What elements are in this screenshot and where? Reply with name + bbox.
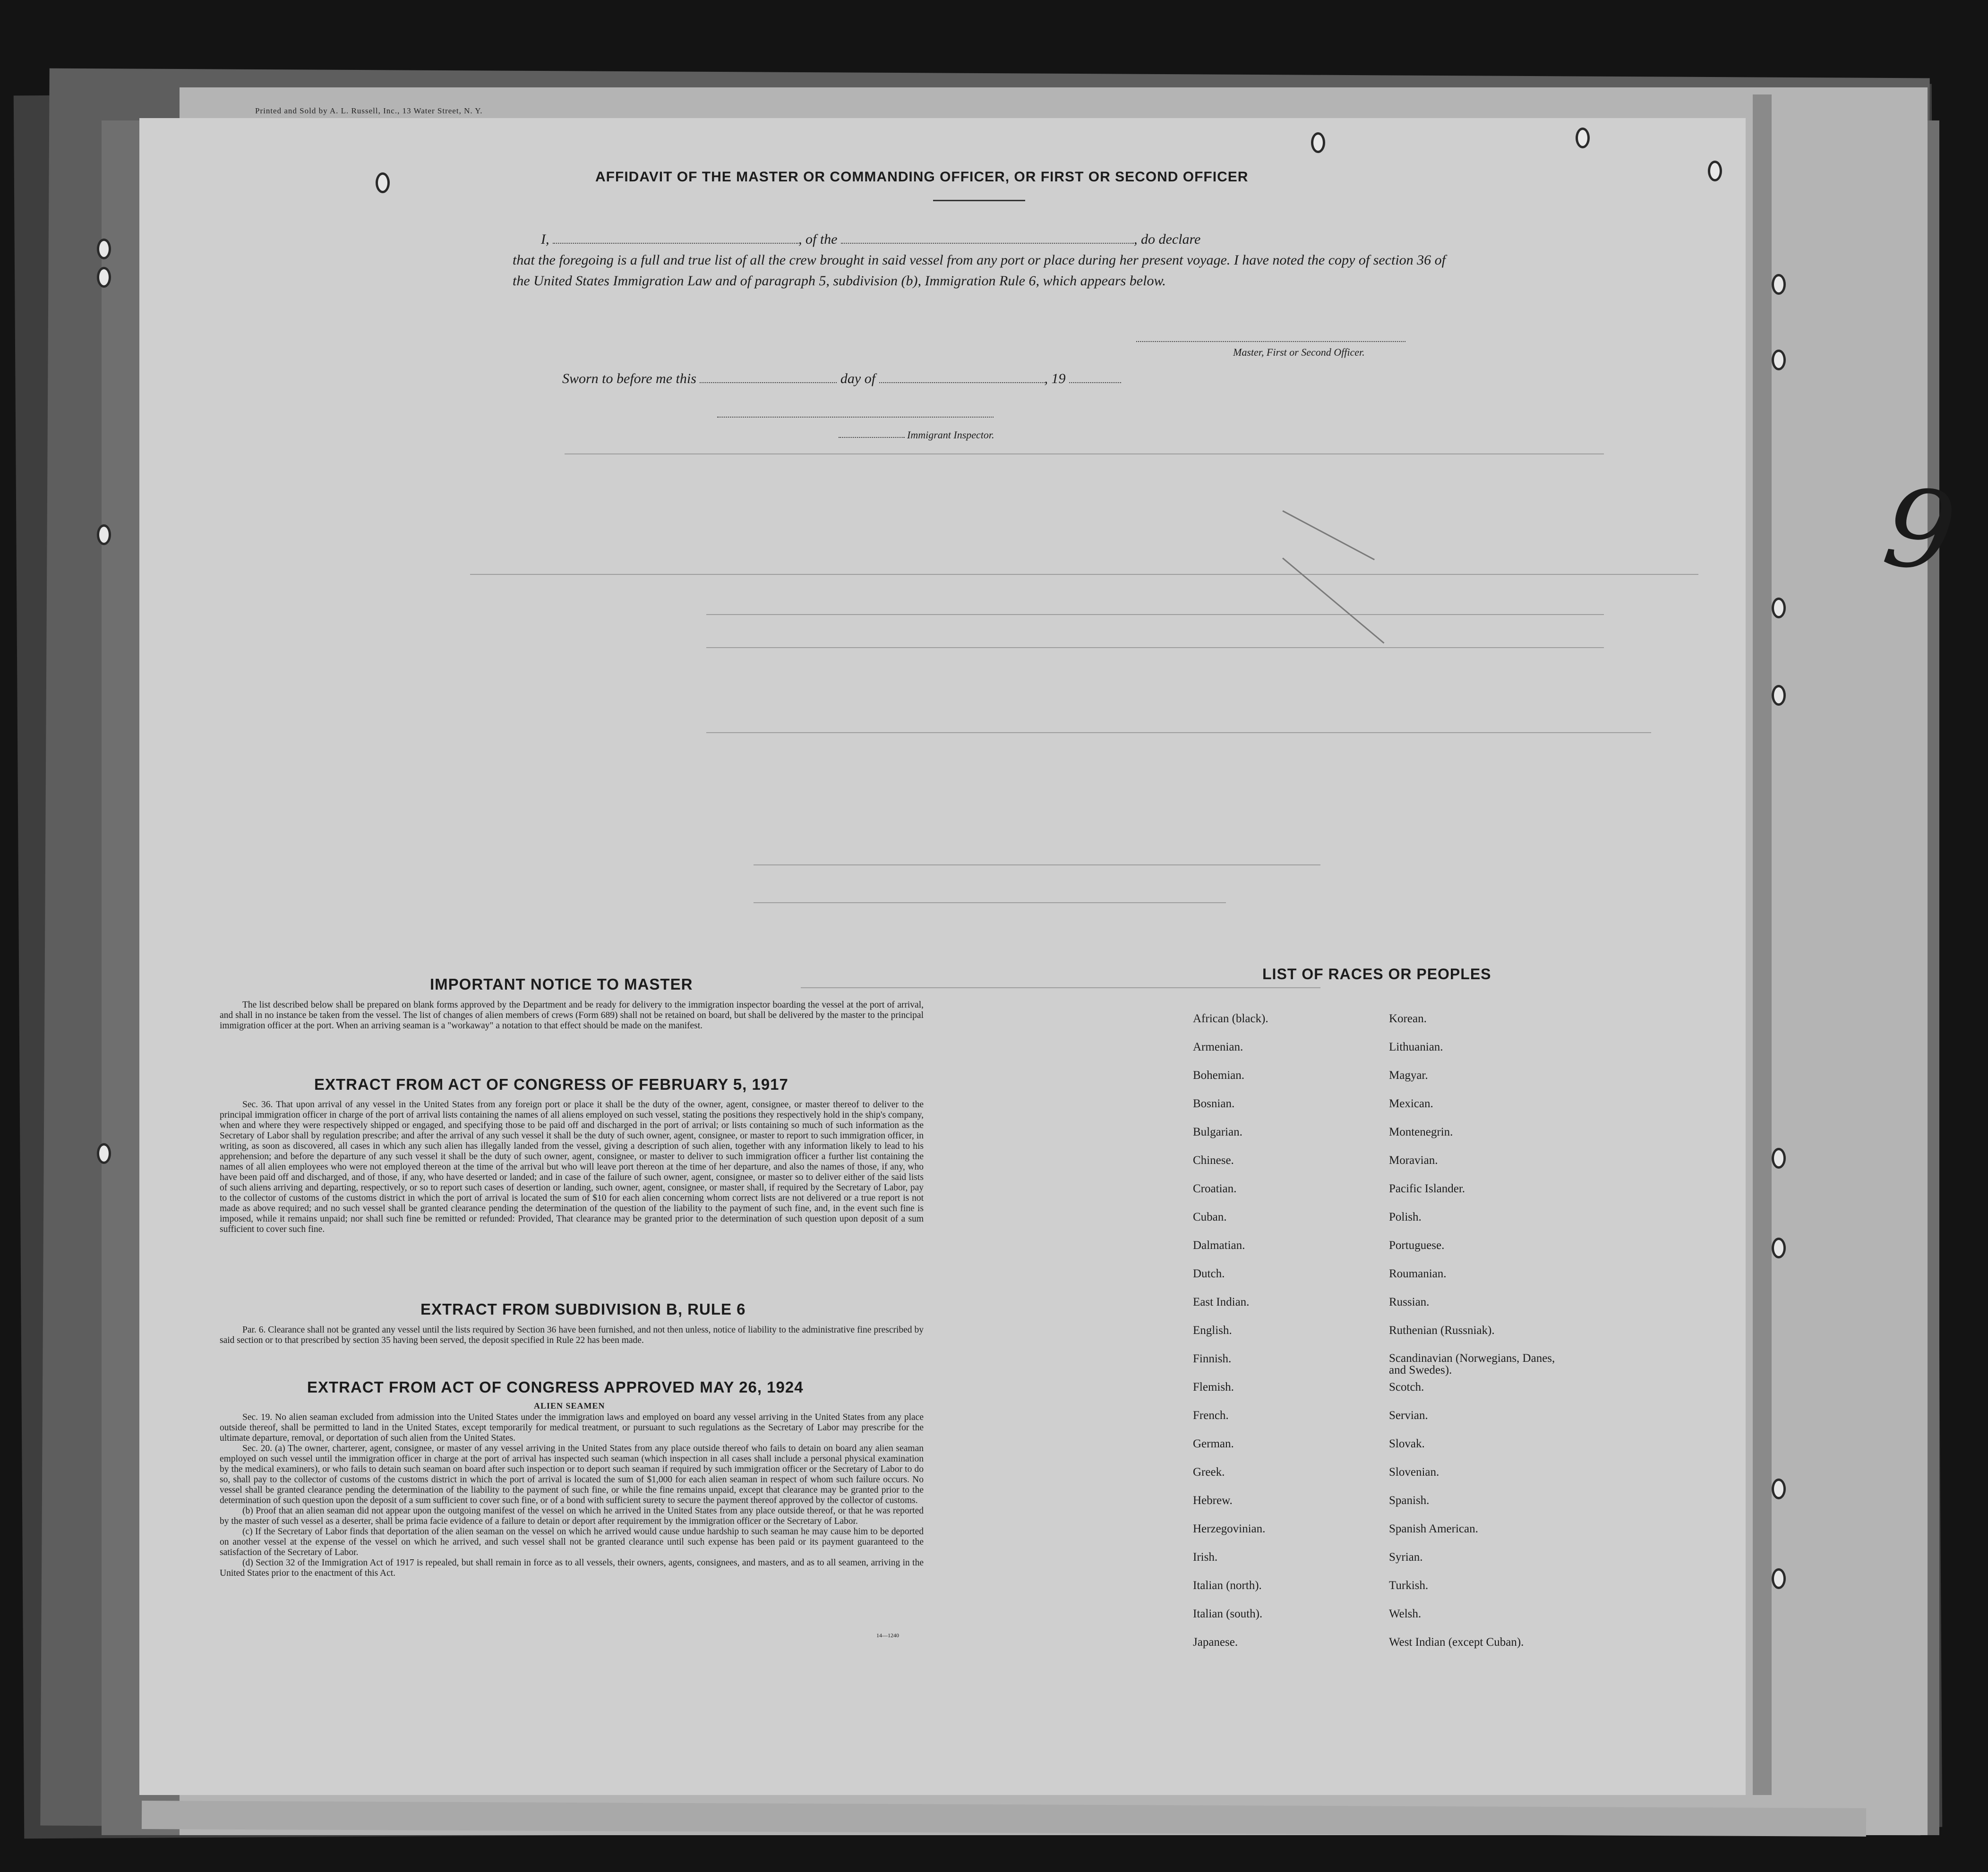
binder-hole-icon [1772, 1148, 1786, 1169]
extract-rule6-title: EXTRACT FROM SUBDIVISION B, RULE 6 [420, 1300, 746, 1318]
bleed-through-line [470, 574, 1698, 575]
race-item: Magyar. [1389, 1069, 1428, 1082]
race-item: Flemish. [1193, 1381, 1234, 1393]
sworn-line [562, 371, 1121, 387]
race-item: Italian (north). [1193, 1579, 1262, 1592]
race-item: West Indian (except Cuban). [1389, 1636, 1524, 1649]
title-rule [933, 200, 1025, 201]
of-the-label: , of the [798, 231, 838, 247]
sworn-label: Sworn to before me this [562, 371, 696, 386]
extract-1917-text: Sec. 36. That upon arrival of any vessel in the United States from any foreign port or place it shall be the duty of the owner, agent, consignee, or master thereof to deliver to the principal immigration officer in charge of the port of arrival lists containing the names of all aliens employed on such vessel, stating the positions they respectively hold in the ship's company, when and where they were respectively shipped or engaged, and specifying those to be paid off and discharged in the port of arrival; or lists containing so much of such information as the Secretary of Labor shall by regulation prescribe; and after the arrival of any such vessel it shall be the duty of such owner, agent, consignee, or master to report to such immigration officer, in writing, as soon as discovered, all cases in which any such alien has illegally landed from the vessel, giving a description of such alien, together with any information likely to lead to his apprehension; and before the departure of any such vessel it shall be the duty of such owner, agent, consignee, or master to deliver to such immigration officer a further list containing the names of all alien employees who were not employed thereon at the time of the arrival but who will leave port thereon at the time of her departure, and also the names of those, if any, who have been paid off and discharged, and of those, if any, who have deserted or landed; and in case of the failure of such owner, agent, consignee, or master so to deliver either of the said lists of such aliens arriving and departing, respectively, or so to report such cases of desertion or landing, such owner, agent, consignee, or master shall, if required by the Secretary of Labor, pay to the collector of customs of the customs district in which the port of arrival is located the sum of $10 for each alien concerning whom correct lists are not delivered or a true report is not made as above required; and no such vessel shall be granted clearance pending the determination of the question of the liability to the payment of such fine, and, in the event such fine is imposed, while it remains unpaid; nor shall such fine be remitted or refunded: Provided, That clearance may be granted prior to the determination of such question upon deposit of a sum sufficient to cover such fine. [220, 1100, 924, 1234]
race-item: Spanish. [1389, 1494, 1430, 1507]
affidavit-text: that the foregoing is a full and true list of all the crew brought in said vessel from any port or place during her present voyage. I have noted the copy of section 36 of the United States Immigration Law and of paragraph 5, subdivision (b), Immigration Rule 6, which appears below. [513, 252, 1446, 289]
binder-hole-icon [97, 1143, 111, 1164]
bleed-through-line [706, 732, 1651, 733]
name-field[interactable] [553, 233, 798, 244]
bleed-through-line [565, 453, 1604, 454]
race-item: Ruthenian (Russniak). [1389, 1324, 1495, 1337]
bleed-through-line [754, 864, 1320, 865]
race-item: Dalmatian. [1193, 1239, 1245, 1252]
binder-hole-icon [97, 267, 111, 288]
race-item: Spanish American. [1389, 1522, 1478, 1535]
race-item: Syrian. [1389, 1551, 1423, 1564]
sheet-edge-shadow [1753, 94, 1772, 1795]
extract-1924-text: Sec. 19. No alien seaman excluded from admission into the United States under the immigration laws and employed on board any vessel arriving in the United States from any place outside thereof, shall be permitted to land in the United States, except temporarily for medical treatment, or pursuant to such regulations as the Secretary of Labor may prescribe for the ultimate departure, removal, or deportation of such alien from the United States. Sec. 20. (a) The owner, charterer, agent, consignee, or master of any vessel arriving in the United States from any place outside thereof who fails to detain on board any alien seaman employed on such vessel until the immigration officer in charge at the port of arrival has inspected such seaman (which inspection in all cases shall include a personal physical examination by the medical examiners), or who fails to detain such seaman on board after such inspection or to deport such seaman if required by such immigration officer or the Secretary of Labor to do so, shall pay to the collector of customs of the customs district in which the port of arrival is located the sum of $1,000 for each alien seaman in respect of whom such failure occurs. No vessel shall be granted clearance pending the determination of the liability to the payment of such fine, or while the fine remains unpaid, except that clearance may be granted prior to the determination of such question upon the deposit of a sum sufficient to cover such fine, or of a bond with sufficient surety to secure the payment thereof approved by the collector of customs. (b) Proof that an alien seaman did not appear upon the outgoing manifest of the vessel on which he arrived in the United States from any place outside thereof, or that he was reported by the master of such vessel as a deserter, shall be prima facie evidence of a failure to detain or deport after requirement by the immigration officer or the Secretary of Labor. (c) If the Secretary of Labor finds that deportation of the alien seaman on the vessel on which he arrived would cause undue hardship to such seaman he may cause him to be deported on another vessel at the expense of the vessel on which he arrived, and such vessel shall not be granted clearance until such expense has been paid or its payment guaranteed to the satisfaction of the Secretary of Labor. (d) Section 32 of the Immigration Act of 1917 is repealed, but shall remain in force as to all vessels, their owners, agents, consignees, and masters, and as to all seamen, arriving in the United States prior to the enactment of this Act. [220, 1412, 924, 1578]
inspector-signature-field[interactable] [717, 417, 994, 418]
binder-hole-icon [97, 524, 111, 545]
master-signature-label: Master, First or Second Officer. [1233, 346, 1365, 358]
notice-text: The list described below shall be prepared on blank forms approved by the Department and be ready for delivery to the immigration inspector boarding the vessel at the port of arrival, and shall in no instance be taken from the vessel. The list of changes of alien members of crews (Form 689) shall not be retained on board, but shall be delivered by the master to the principal immigration officer at the port. When an arriving seaman is a "workaway" a notation to that effect should be made on the manifest. [220, 1000, 924, 1031]
inspector-signature-dots [839, 437, 905, 438]
race-item: Herzegovinian. [1193, 1522, 1266, 1535]
binder-hole-icon [1772, 685, 1786, 706]
race-item: German. [1193, 1437, 1234, 1450]
race-item: East Indian. [1193, 1296, 1250, 1308]
race-item: Moravian. [1389, 1154, 1438, 1167]
affidavit-title: AFFIDAVIT OF THE MASTER OR COMMANDING OFFICER, OR FIRST OR SECOND OFFICER [595, 169, 1249, 185]
printer-imprint: Printed and Sold by A. L. Russell, Inc., 13 Water Street, N. Y. [255, 106, 483, 115]
race-item: Montenegrin. [1389, 1126, 1453, 1138]
extract-1924-title: EXTRACT FROM ACT OF CONGRESS APPROVED MAY 26, 1924 [307, 1378, 804, 1396]
race-item: French. [1193, 1409, 1229, 1422]
affidavit-body [513, 229, 1457, 291]
pencil-mark [1282, 557, 1384, 643]
bleed-through-line [706, 614, 1604, 615]
race-item: Greek. [1193, 1466, 1225, 1479]
races-right-column [1389, 1012, 1559, 1664]
race-item: Portuguese. [1389, 1239, 1445, 1252]
binder-hole-icon [1311, 132, 1325, 153]
race-item: Armenian. [1193, 1041, 1243, 1053]
binder-hole-icon [1772, 598, 1786, 618]
binder-hole-icon [1708, 161, 1722, 181]
race-item: Hebrew. [1193, 1494, 1233, 1507]
inspector-label: Immigrant Inspector. [907, 429, 994, 441]
race-item: Finnish. [1193, 1352, 1232, 1365]
declare-label: , do declare [1134, 231, 1201, 247]
i-label: I, [541, 231, 549, 247]
race-item: Dutch. [1193, 1267, 1225, 1280]
race-item: Japanese. [1193, 1636, 1238, 1649]
race-item: Bohemian. [1193, 1069, 1245, 1082]
race-item: Irish. [1193, 1551, 1218, 1564]
extract-1917-title: EXTRACT FROM ACT OF CONGRESS OF FEBRUARY 5, 1917 [314, 1076, 788, 1093]
form-number: 14—1240 [876, 1632, 899, 1639]
race-item: African (black). [1193, 1012, 1268, 1025]
notice-title: IMPORTANT NOTICE TO MASTER [430, 975, 693, 993]
master-signature-field[interactable] [1136, 341, 1405, 342]
binder-hole-icon [1576, 128, 1590, 148]
race-item: English. [1193, 1324, 1232, 1337]
race-item: Servian. [1389, 1409, 1428, 1422]
race-item: Mexican. [1389, 1097, 1433, 1110]
vessel-field[interactable] [841, 233, 1134, 244]
race-item: Chinese. [1193, 1154, 1234, 1167]
binder-hole-icon [1772, 350, 1786, 370]
sworn-month-field[interactable] [879, 373, 1045, 383]
extract-rule6-text: Par. 6. Clearance shall not be granted any vessel until the lists required by Section 36 have been furnished, and not then unless, notice of liability to the administrative fine prescribed by said section or to that prescribed by section 35 having been served, the deposit specified in Rule 22 has been made. [220, 1325, 924, 1345]
race-item: Polish. [1389, 1211, 1422, 1223]
binder-hole-icon [1772, 1238, 1786, 1258]
binder-hole-icon [1772, 274, 1786, 295]
race-item: Pacific Islander. [1389, 1182, 1465, 1195]
race-item: Welsh. [1389, 1607, 1422, 1620]
races-left-column [1193, 1012, 1268, 1664]
binder-hole-icon [1772, 1568, 1786, 1589]
race-item: Slovenian. [1389, 1466, 1440, 1479]
race-item: Italian (south). [1193, 1607, 1263, 1620]
race-item: Roumanian. [1389, 1267, 1447, 1280]
race-item: Croatian. [1193, 1182, 1237, 1195]
bleed-through-line [706, 647, 1604, 648]
race-item: Bulgarian. [1193, 1126, 1242, 1138]
year-label: , 19 [1044, 371, 1066, 386]
race-item: Lithuanian. [1389, 1041, 1443, 1053]
binder-hole-icon [376, 172, 390, 193]
race-item: Cuban. [1193, 1211, 1227, 1223]
races-title: LIST OF RACES OR PEOPLES [1262, 966, 1491, 983]
race-item: Turkish. [1389, 1579, 1429, 1592]
alien-seamen-subtitle: ALIEN SEAMEN [534, 1401, 605, 1410]
day-of-label: day of [840, 371, 876, 386]
binder-hole-icon [97, 239, 111, 259]
binder-hole-icon [1772, 1479, 1786, 1499]
bleed-through-line [801, 987, 1320, 988]
race-item: Russian. [1389, 1296, 1430, 1308]
race-item: Slovak. [1389, 1437, 1425, 1450]
sworn-year-field[interactable] [1069, 373, 1121, 383]
race-item: Korean. [1389, 1012, 1427, 1025]
sworn-day-field[interactable] [700, 373, 837, 383]
race-item: Scotch. [1389, 1381, 1424, 1393]
race-item: Bosnian. [1193, 1097, 1235, 1110]
bleed-through-line [754, 902, 1226, 903]
pencil-mark [1282, 510, 1375, 560]
race-item: Scandinavian (Norwegians, Danes, and Swedes). [1389, 1352, 1555, 1376]
handwritten-margin-mark: 9 [1877, 463, 1963, 598]
